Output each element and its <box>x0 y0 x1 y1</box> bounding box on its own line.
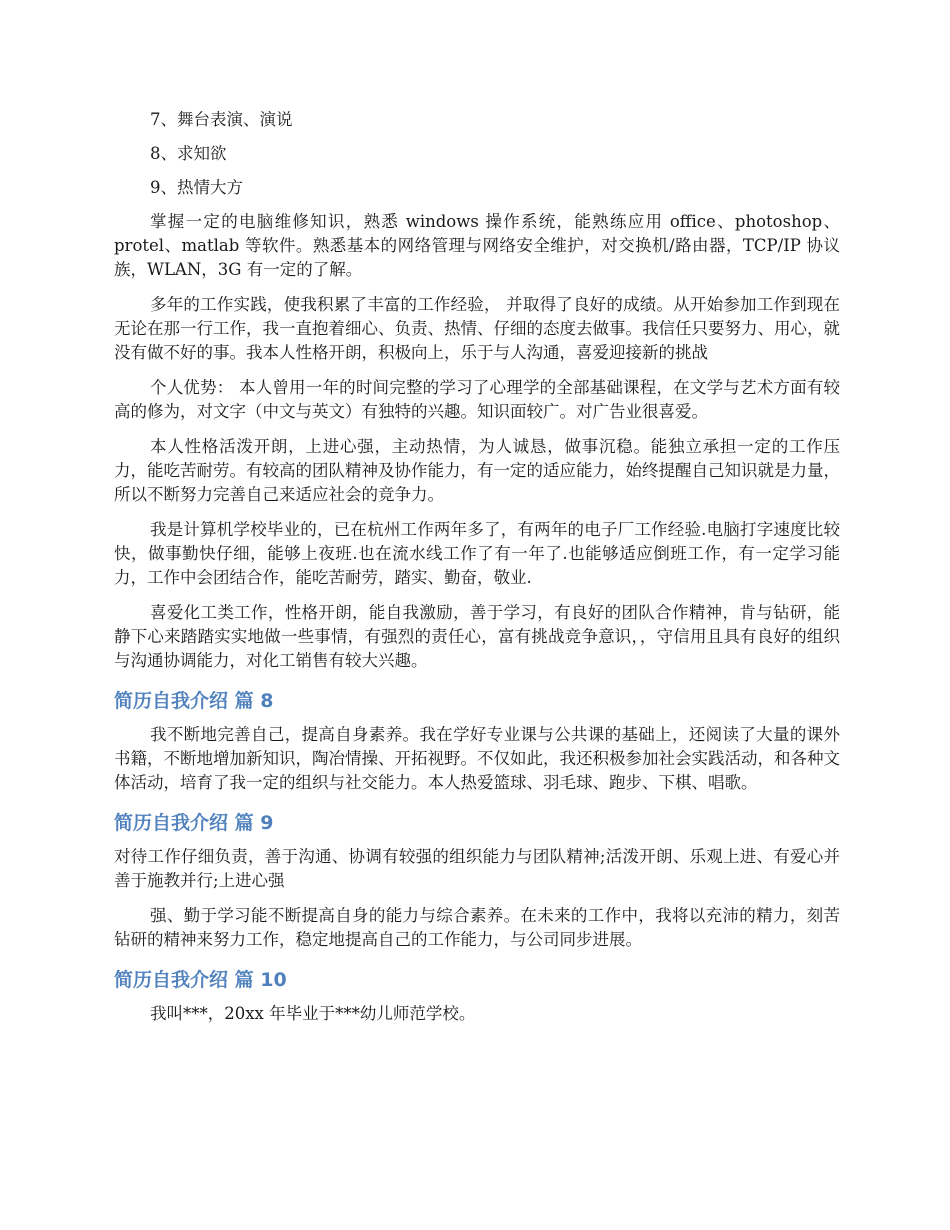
document-page <box>114 108 840 1037</box>
list-item: 8、求知欲 <box>150 144 227 163</box>
paragraph-computer-school: 我是计算机学校毕业的，已在杭州工作两年多了，有两年的电子厂工作经验.电脑打字速度比较快，做事勤快仔细，能够上夜班.也在流水线工作了有一年了.也能够适应倒班工作，有一定学习能力，工作中会团结合作，能吃苦耐劳，踏实、勤奋，敬业. <box>114 520 840 587</box>
paragraph-personal-strengths: 个人优势： 本人曾用一年的时间完整的学习了心理学的全部基础课程，在文学与艺术方面有较高的修为，对文字（中文与英文）有独特的兴趣。知识面较广。对广告业很喜爱。 <box>114 378 840 421</box>
paragraph-section-8: 我不断地完善自己，提高自身素养。我在学好专业课与公共课的基础上，还阅读了大量的课外书籍，不断地增加新知识，陶冶情操、开拓视野。不仅如此，我还积极参加社会实践活动，和各种文体活动，培育了我一定的组织与社交能力。本人热爱篮球、羽毛球、跑步、下棋、唱歌。 <box>114 725 840 792</box>
section-heading-9: 简历自我介绍 篇 9 <box>114 812 274 834</box>
paragraph-chemical-work: 喜爱化工类工作，性格开朗，能自我激励，善于学习，有良好的团队合作精神，肯与钻研，能静下心来踏踏实实地做一些事情，有强烈的责任心，富有挑战竞争意识，，守信用且具有良好的组织与沟通协调能力，对化工销售有较大兴趣。 <box>114 603 840 670</box>
paragraph-personality: 本人性格活泼开朗，上进心强，主动热情，为人诚恳，做事沉稳。能独立承担一定的工作压力，能吃苦耐劳。有较高的团队精神及协作能力，有一定的适应能力，始终提醒自己知识就是力量，所以不断努力完善自己来适应社会的竞争力。 <box>114 437 840 504</box>
section-heading-8: 简历自我介绍 篇 8 <box>114 690 274 712</box>
list-item: 7、舞台表演、演说 <box>150 110 293 129</box>
section-heading-10: 简历自我介绍 篇 10 <box>114 969 287 991</box>
paragraph-work-experience: 多年的工作实践，使我积累了丰富的工作经验， 并取得了良好的成绩。从开始参加工作到现在无论在那一行工作，我一直抱着细心、负责、热情、仔细的态度去做事。我信任只要努力、用心，就没有做不好的事。我本人性格开朗，积极向上，乐于与人沟通，喜爱迎接新的挑战 <box>114 295 840 362</box>
paragraph-computer-skills: 掌握一定的电脑维修知识，熟悉 windows 操作系统，能熟练应用 office、photoshop、protel、matlab 等软件。熟悉基本的网络管理与网络安全维护，对交换机/路由器，TCP/IP 协议族，WLAN，3G 有一定的了解。 <box>114 212 840 279</box>
paragraph-section-9b: 强、勤于学习能不断提高自身的能力与综合素养。在未来的工作中，我将以充沛的精力，刻苦钻研的精神来努力工作，稳定地提高自己的工作能力，与公司同步进展。 <box>114 906 840 949</box>
paragraph-section-9a: 对待工作仔细负责，善于沟通、协调有较强的组织能力与团队精神;活泼开朗、乐观上进、有爱心并善于施教并行;上进心强 <box>114 847 840 890</box>
paragraph-section-10: 我叫***，20xx 年毕业于***幼儿师范学校。 <box>150 1004 476 1023</box>
list-item: 9、热情大方 <box>150 178 243 197</box>
